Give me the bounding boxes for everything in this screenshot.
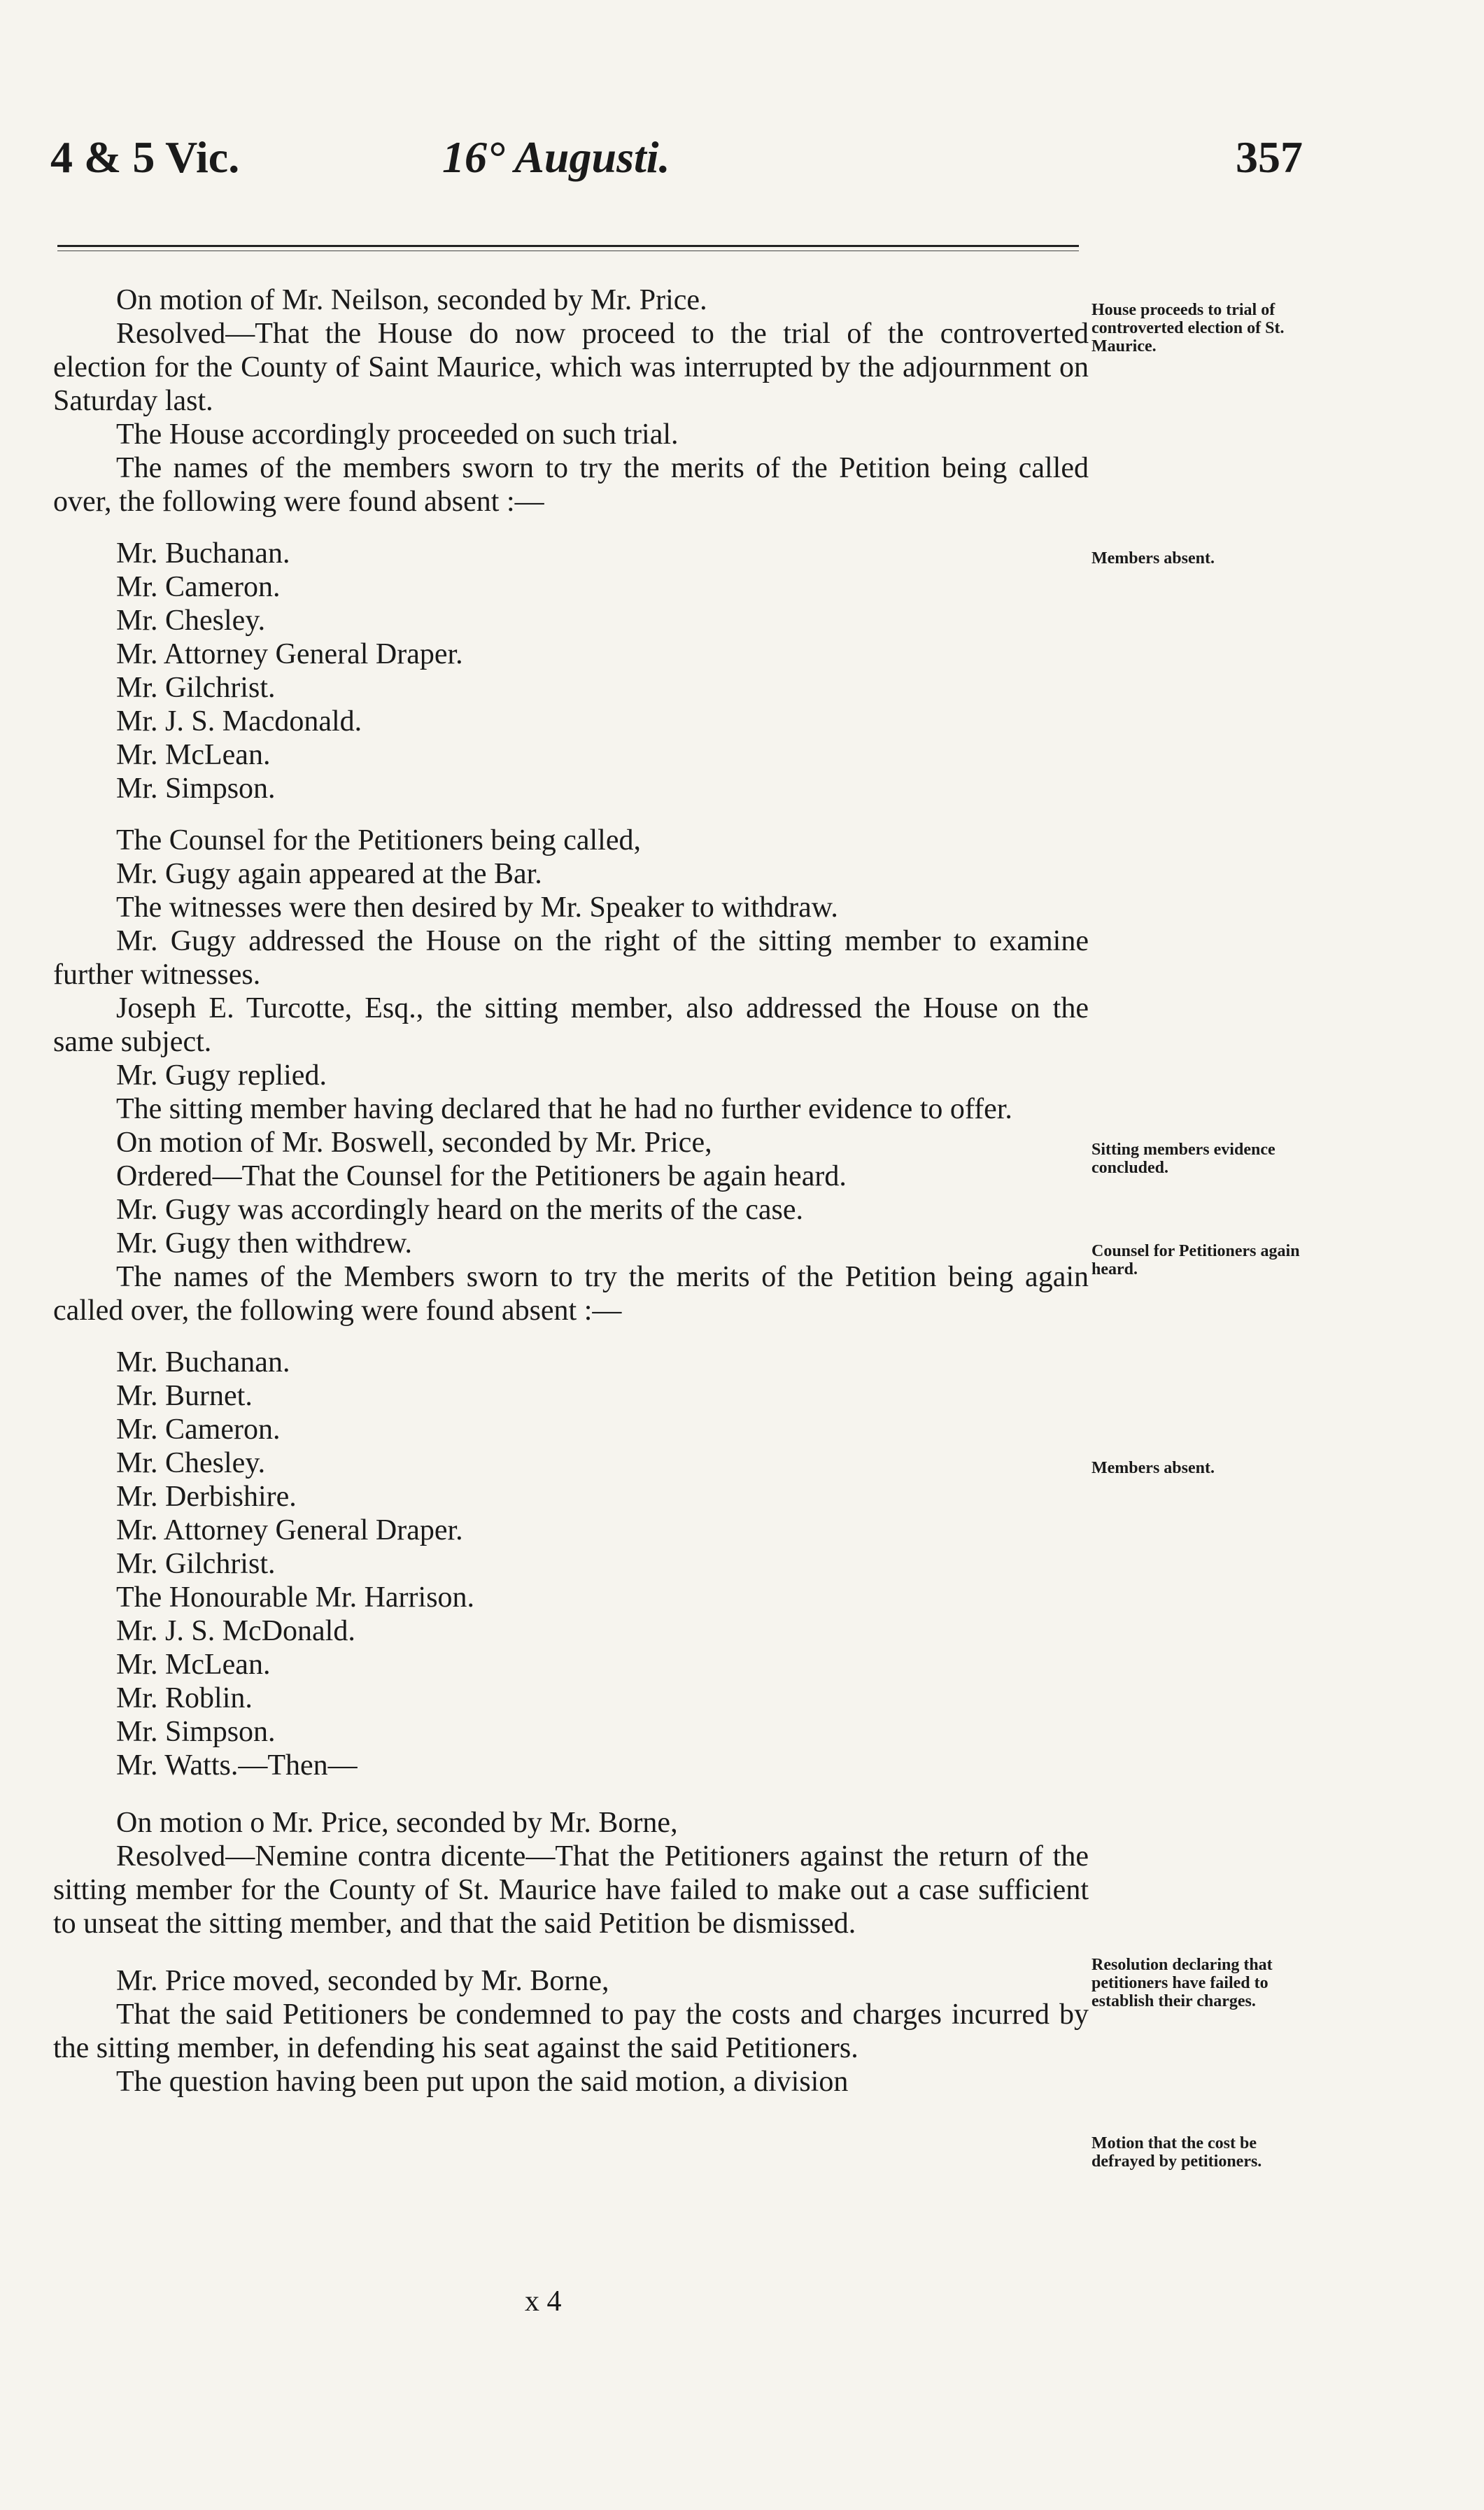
signature-mark: x 4 <box>525 2285 562 2318</box>
margin-note: Motion that the cost be defrayed by petitioners. <box>1091 2134 1262 2171</box>
list-item: Mr. Cameron. <box>116 1413 281 1446</box>
paragraph: Mr. Gugy addressed the House on the right of the sitting member to examine further witnesses. <box>53 925 1089 991</box>
running-header <box>50 132 1303 209</box>
paragraph: The names of the members sworn to try the merits of the Petition being called over, the following were found absent :— <box>53 452 1089 518</box>
list-item: Mr. Buchanan. <box>116 1346 290 1379</box>
margin-note: Members absent. <box>1091 1459 1215 1477</box>
list-item: Mr. J. S. Macdonald. <box>116 705 362 738</box>
motion-paragraph: That the said Petitioners be condemned to pay the costs and charges incurred by the sitting member, in defending his seat against the said Petitioners. <box>53 1998 1089 2064</box>
paragraph: Mr. Gugy then withdrew. <box>116 1227 413 1260</box>
list-item: Mr. J. S. McDonald. <box>116 1615 355 1647</box>
paragraph: Mr. Gugy again appeared at the Bar. <box>116 858 542 890</box>
list-item: Mr. Attorney General Draper. <box>116 638 463 670</box>
list-item: Mr. McLean. <box>116 739 271 771</box>
header-date: 16° Augusti. <box>442 132 670 182</box>
margin-note: Sitting members evidence concluded. <box>1091 1141 1275 1177</box>
paragraph: On motion of Mr. Boswell, seconded by Mr. Price, <box>116 1127 712 1159</box>
list-item: The Honourable Mr. Harrison. <box>116 1581 475 1614</box>
page-number: 357 <box>1236 132 1303 182</box>
list-item: Mr. Attorney General Draper. <box>116 1514 463 1546</box>
paragraph: The Counsel for the Petitioners being called, <box>116 824 641 856</box>
paragraph: On motion of Mr. Neilson, seconded by Mr. Price. <box>116 284 707 316</box>
paragraph: The question having been put upon the said motion, a division <box>116 2066 849 2098</box>
paragraph: The names of the Members sworn to try the merits of the Petition being again called over, the following were found absent :— <box>53 1261 1089 1327</box>
resolution-paragraph: Resolved—That the House do now proceed to the trial of the controverted election for the County of Saint Maurice, which was interrupted by the adjournment on Saturday last. <box>53 318 1089 417</box>
list-item: Mr. Watts.—Then— <box>116 1749 358 1782</box>
margin-note: Counsel for Petitioners again heard. <box>1091 1242 1300 1278</box>
list-item: Mr. Gilchrist. <box>116 672 276 704</box>
margin-note: Members absent. <box>1091 549 1215 567</box>
header-rule <box>57 245 1079 247</box>
paragraph: The House accordingly proceeded on such trial. <box>116 418 679 451</box>
resolution-paragraph: Resolved—Nemine contra dicente—That the Petitioners against the return of the sitting member for the County of St. Maurice have failed to make out a case sufficient to unseat the sitting member, and that the said Petition be dismissed. <box>53 1840 1089 1940</box>
list-item: Mr. Simpson. <box>116 1716 276 1748</box>
list-item: Mr. Derbishire. <box>116 1481 297 1513</box>
journal-body <box>53 283 1089 2099</box>
paragraph: The witnesses were then desired by Mr. Speaker to withdraw. <box>116 891 838 924</box>
paragraph: Mr. Gugy replied. <box>116 1059 327 1092</box>
absent-members-list-1 <box>53 537 1089 805</box>
margin-note: Resolution declaring that petitioners have failed to establish their charges. <box>1091 1956 1273 2010</box>
list-item: Mr. Chesley. <box>116 1447 266 1479</box>
list-item: Mr. Simpson. <box>116 773 276 805</box>
header-regnal-year: 4 & 5 Vic. <box>50 132 240 182</box>
list-item: Mr. Chesley. <box>116 605 266 637</box>
paragraph: Joseph E. Turcotte, Esq., the sitting member, also addressed the House on the same subject. <box>53 992 1089 1058</box>
absent-members-list-2 <box>53 1346 1089 1782</box>
list-item: Mr. McLean. <box>116 1649 271 1681</box>
paragraph: On motion o Mr. Price, seconded by Mr. Borne, <box>116 1807 678 1839</box>
list-item: Mr. Cameron. <box>116 571 281 603</box>
paragraph: Mr. Gugy was accordingly heard on the merits of the case. <box>116 1194 804 1226</box>
paragraph: The sitting member having declared that he had no further evidence to offer. <box>116 1093 1012 1125</box>
list-item: Mr. Roblin. <box>116 1682 253 1714</box>
paragraph: Mr. Price moved, seconded by Mr. Borne, <box>116 1965 609 1997</box>
order-paragraph: Ordered—That the Counsel for the Petitioners be again heard. <box>116 1160 847 1192</box>
margin-note: House proceeds to trial of controverted election of St. Maurice. <box>1091 301 1285 355</box>
list-item: Mr. Gilchrist. <box>116 1548 276 1580</box>
list-item: Mr. Buchanan. <box>116 537 290 570</box>
list-item: Mr. Burnet. <box>116 1380 253 1412</box>
